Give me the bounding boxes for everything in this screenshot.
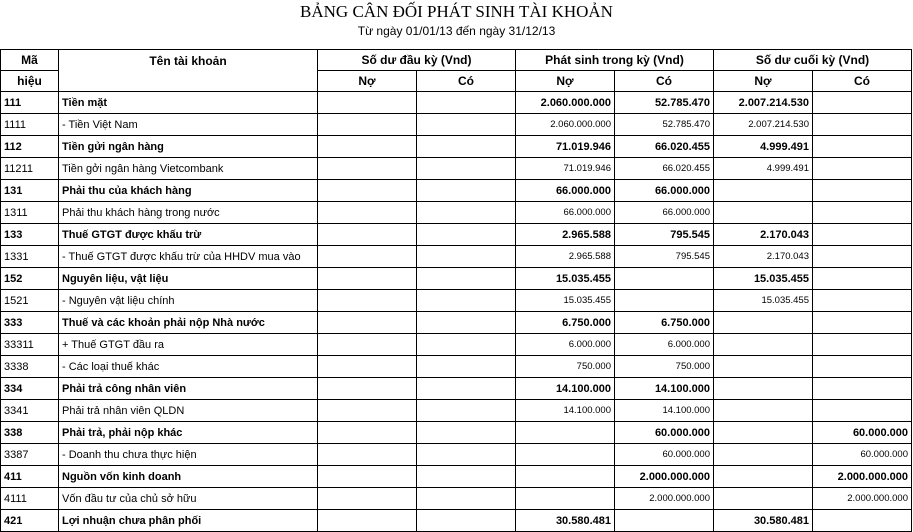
table-row bbox=[1, 158, 912, 180]
closing-debit bbox=[714, 334, 813, 356]
closing-debit bbox=[714, 202, 813, 224]
opening-debit bbox=[318, 92, 417, 114]
period-credit: 66.020.455 bbox=[615, 158, 714, 180]
header-opening-debit: Nợ bbox=[318, 71, 417, 92]
opening-debit bbox=[318, 400, 417, 422]
table-row bbox=[1, 378, 912, 400]
period-debit: 30.580.481 bbox=[516, 510, 615, 532]
account-name: Thuế và các khoản phải nộp Nhà nước bbox=[59, 312, 318, 334]
closing-credit: 2.000.000.000 bbox=[813, 488, 912, 510]
header-period-activity: Phát sinh trong kỳ (Vnd) bbox=[516, 50, 714, 71]
table-row bbox=[1, 356, 912, 378]
closing-credit bbox=[813, 158, 912, 180]
header-hieu: hiệu bbox=[1, 71, 59, 92]
opening-credit bbox=[417, 334, 516, 356]
period-credit: 795.545 bbox=[615, 246, 714, 268]
account-code: 338 bbox=[1, 422, 59, 444]
account-balance-table bbox=[0, 49, 912, 532]
closing-credit bbox=[813, 510, 912, 532]
account-name: Vốn đầu tư của chủ sở hữu bbox=[59, 488, 318, 510]
table-row bbox=[1, 510, 912, 532]
account-code: 152 bbox=[1, 268, 59, 290]
period-debit: 2.060.000.000 bbox=[516, 114, 615, 136]
header-closing-debit: Nợ bbox=[714, 71, 813, 92]
closing-credit bbox=[813, 114, 912, 136]
period-debit: 15.035.455 bbox=[516, 290, 615, 312]
closing-debit bbox=[714, 400, 813, 422]
opening-credit bbox=[417, 114, 516, 136]
header-closing-balance: Số dư cuối kỳ (Vnd) bbox=[714, 50, 912, 71]
account-code: 3338 bbox=[1, 356, 59, 378]
period-credit: 14.100.000 bbox=[615, 400, 714, 422]
period-credit: 60.000.000 bbox=[615, 422, 714, 444]
opening-credit bbox=[417, 290, 516, 312]
closing-credit: 60.000.000 bbox=[813, 444, 912, 466]
period-debit bbox=[516, 466, 615, 488]
opening-debit bbox=[318, 444, 417, 466]
opening-debit bbox=[318, 488, 417, 510]
period-credit: 60.000.000 bbox=[615, 444, 714, 466]
opening-debit bbox=[318, 290, 417, 312]
period-debit: 71.019.946 bbox=[516, 136, 615, 158]
table-row bbox=[1, 202, 912, 224]
account-code: 333 bbox=[1, 312, 59, 334]
account-name: Lợi nhuận chưa phân phối bbox=[59, 510, 318, 532]
period-credit: 66.000.000 bbox=[615, 180, 714, 202]
closing-debit: 2.007.214.530 bbox=[714, 114, 813, 136]
period-credit bbox=[615, 290, 714, 312]
table-row bbox=[1, 422, 912, 444]
period-credit: 795.545 bbox=[615, 224, 714, 246]
opening-debit bbox=[318, 158, 417, 180]
opening-credit bbox=[417, 312, 516, 334]
account-name: Tiền mặt bbox=[59, 92, 318, 114]
account-code: 1311 bbox=[1, 202, 59, 224]
header-closing-credit: Có bbox=[813, 71, 912, 92]
table-row bbox=[1, 312, 912, 334]
opening-debit bbox=[318, 268, 417, 290]
closing-debit: 15.035.455 bbox=[714, 290, 813, 312]
header-period-debit: Nợ bbox=[516, 71, 615, 92]
table-row bbox=[1, 400, 912, 422]
closing-debit: 4.999.491 bbox=[714, 136, 813, 158]
closing-credit bbox=[813, 312, 912, 334]
opening-debit bbox=[318, 180, 417, 202]
closing-debit bbox=[714, 312, 813, 334]
opening-credit bbox=[417, 378, 516, 400]
period-credit: 2.000.000.000 bbox=[615, 466, 714, 488]
account-name: - Doanh thu chưa thực hiện bbox=[59, 444, 318, 466]
opening-credit bbox=[417, 356, 516, 378]
account-code: 4111 bbox=[1, 488, 59, 510]
closing-credit bbox=[813, 246, 912, 268]
closing-debit bbox=[714, 422, 813, 444]
closing-debit bbox=[714, 488, 813, 510]
opening-debit bbox=[318, 246, 417, 268]
account-name: Thuế GTGT được khấu trừ bbox=[59, 224, 318, 246]
closing-credit bbox=[813, 334, 912, 356]
period-debit: 71.019.946 bbox=[516, 158, 615, 180]
opening-credit bbox=[417, 422, 516, 444]
closing-credit bbox=[813, 202, 912, 224]
opening-credit bbox=[417, 158, 516, 180]
account-name: + Thuế GTGT đầu ra bbox=[59, 334, 318, 356]
opening-debit bbox=[318, 312, 417, 334]
account-name: - Nguyên vật liệu chính bbox=[59, 290, 318, 312]
period-credit: 2.000.000.000 bbox=[615, 488, 714, 510]
account-name: Phải thu của khách hàng bbox=[59, 180, 318, 202]
account-name: - Tiền Việt Nam bbox=[59, 114, 318, 136]
period-credit: 52.785.470 bbox=[615, 92, 714, 114]
period-debit: 2.060.000.000 bbox=[516, 92, 615, 114]
table-row bbox=[1, 290, 912, 312]
account-code: 3341 bbox=[1, 400, 59, 422]
account-name: Nguyên liệu, vật liệu bbox=[59, 268, 318, 290]
opening-debit bbox=[318, 224, 417, 246]
period-debit: 66.000.000 bbox=[516, 202, 615, 224]
closing-credit: 60.000.000 bbox=[813, 422, 912, 444]
table-row bbox=[1, 334, 912, 356]
closing-debit bbox=[714, 356, 813, 378]
account-code: 411 bbox=[1, 466, 59, 488]
period-debit bbox=[516, 422, 615, 444]
period-credit: 750.000 bbox=[615, 356, 714, 378]
table-row bbox=[1, 224, 912, 246]
account-name: - Thuế GTGT được khấu trừ của HHDV mua vào bbox=[59, 246, 318, 268]
table-row bbox=[1, 444, 912, 466]
account-name: Phải trả, phải nộp khác bbox=[59, 422, 318, 444]
account-code: 111 bbox=[1, 92, 59, 114]
opening-credit bbox=[417, 466, 516, 488]
opening-debit bbox=[318, 114, 417, 136]
table-row bbox=[1, 114, 912, 136]
period-credit: 66.000.000 bbox=[615, 202, 714, 224]
closing-credit bbox=[813, 92, 912, 114]
account-name: Phải trả nhân viên QLDN bbox=[59, 400, 318, 422]
report-title: BẢNG CÂN ĐỐI PHÁT SINH TÀI KHOẢN bbox=[300, 2, 613, 21]
account-name: Tiền gởi ngân hàng Vietcombank bbox=[59, 158, 318, 180]
period-debit: 750.000 bbox=[516, 356, 615, 378]
account-name: Phải trả công nhân viên bbox=[59, 378, 318, 400]
table-row bbox=[1, 488, 912, 510]
opening-debit bbox=[318, 356, 417, 378]
period-debit: 6.750.000 bbox=[516, 312, 615, 334]
closing-credit bbox=[813, 290, 912, 312]
header-ma: Mã bbox=[1, 50, 59, 71]
opening-credit bbox=[417, 224, 516, 246]
period-debit: 2.965.588 bbox=[516, 224, 615, 246]
opening-debit bbox=[318, 510, 417, 532]
closing-debit bbox=[714, 444, 813, 466]
closing-credit: 2.000.000.000 bbox=[813, 466, 912, 488]
period-credit: 52.785.470 bbox=[615, 114, 714, 136]
opening-credit bbox=[417, 180, 516, 202]
account-code: 112 bbox=[1, 136, 59, 158]
opening-debit bbox=[318, 466, 417, 488]
closing-debit: 4.999.491 bbox=[714, 158, 813, 180]
closing-debit: 2.170.043 bbox=[714, 224, 813, 246]
opening-debit bbox=[318, 334, 417, 356]
period-debit: 14.100.000 bbox=[516, 378, 615, 400]
opening-credit bbox=[417, 246, 516, 268]
opening-credit bbox=[417, 268, 516, 290]
period-credit: 14.100.000 bbox=[615, 378, 714, 400]
closing-credit bbox=[813, 224, 912, 246]
table-row bbox=[1, 92, 912, 114]
period-debit: 14.100.000 bbox=[516, 400, 615, 422]
period-debit bbox=[516, 444, 615, 466]
period-debit: 15.035.455 bbox=[516, 268, 615, 290]
table-row bbox=[1, 180, 912, 202]
opening-credit bbox=[417, 510, 516, 532]
account-name: Nguồn vốn kinh doanh bbox=[59, 466, 318, 488]
account-name: - Các loại thuế khác bbox=[59, 356, 318, 378]
account-name: Tiền gửi ngân hàng bbox=[59, 136, 318, 158]
opening-credit bbox=[417, 136, 516, 158]
opening-credit bbox=[417, 202, 516, 224]
table-row bbox=[1, 466, 912, 488]
opening-credit bbox=[417, 444, 516, 466]
closing-credit bbox=[813, 378, 912, 400]
account-code: 11211 bbox=[1, 158, 59, 180]
account-code: 33311 bbox=[1, 334, 59, 356]
closing-debit bbox=[714, 180, 813, 202]
closing-credit bbox=[813, 136, 912, 158]
account-code: 133 bbox=[1, 224, 59, 246]
header-opening-balance: Số dư đầu kỳ (Vnd) bbox=[318, 50, 516, 71]
table-row bbox=[1, 136, 912, 158]
period-debit: 66.000.000 bbox=[516, 180, 615, 202]
table-row bbox=[1, 268, 912, 290]
closing-credit bbox=[813, 268, 912, 290]
opening-debit bbox=[318, 136, 417, 158]
closing-credit bbox=[813, 400, 912, 422]
closing-debit: 15.035.455 bbox=[714, 268, 813, 290]
closing-debit: 2.170.043 bbox=[714, 246, 813, 268]
opening-credit bbox=[417, 488, 516, 510]
period-credit: 6.750.000 bbox=[615, 312, 714, 334]
account-code: 334 bbox=[1, 378, 59, 400]
header-account-name: Tên tài khoản bbox=[59, 50, 318, 92]
report-date-range: Từ ngày 01/01/13 đến ngày 31/12/13 bbox=[357, 24, 556, 38]
period-credit: 6.000.000 bbox=[615, 334, 714, 356]
table-row bbox=[1, 246, 912, 268]
opening-debit bbox=[318, 422, 417, 444]
period-credit: 66.020.455 bbox=[615, 136, 714, 158]
opening-debit bbox=[318, 202, 417, 224]
period-debit bbox=[516, 488, 615, 510]
period-credit bbox=[615, 510, 714, 532]
closing-debit: 2.007.214.530 bbox=[714, 92, 813, 114]
account-code: 1111 bbox=[1, 114, 59, 136]
opening-debit bbox=[318, 378, 417, 400]
account-code: 1331 bbox=[1, 246, 59, 268]
closing-credit bbox=[813, 180, 912, 202]
closing-debit: 30.580.481 bbox=[714, 510, 813, 532]
opening-credit bbox=[417, 400, 516, 422]
period-debit: 6.000.000 bbox=[516, 334, 615, 356]
closing-debit bbox=[714, 466, 813, 488]
closing-debit bbox=[714, 378, 813, 400]
account-code: 131 bbox=[1, 180, 59, 202]
closing-credit bbox=[813, 356, 912, 378]
period-debit: 2.965.588 bbox=[516, 246, 615, 268]
account-code: 3387 bbox=[1, 444, 59, 466]
account-code: 421 bbox=[1, 510, 59, 532]
header-period-credit: Có bbox=[615, 71, 714, 92]
period-credit bbox=[615, 268, 714, 290]
opening-credit bbox=[417, 92, 516, 114]
header-opening-credit: Có bbox=[417, 71, 516, 92]
account-name: Phải thu khách hàng trong nước bbox=[59, 202, 318, 224]
account-code: 1521 bbox=[1, 290, 59, 312]
